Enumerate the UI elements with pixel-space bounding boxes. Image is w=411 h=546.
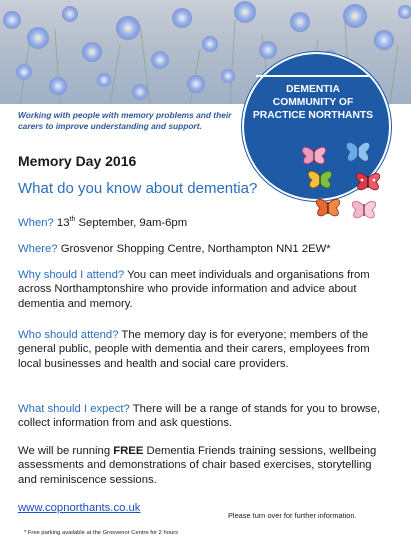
why-label: Why should I attend? <box>18 269 125 281</box>
running-after: Dementia Friends training sessions, wellbeing assessments and demonstrations of chair based exercises, storytelling and reminiscence sessions. <box>18 445 377 486</box>
running-free: FREE <box>113 445 144 457</box>
butterflies-illustration <box>298 138 392 226</box>
when-day: 13 <box>53 217 70 229</box>
when-label: When? <box>18 217 54 229</box>
butterfly-blue-icon <box>346 142 369 161</box>
expect-label: What should I expect? <box>18 403 130 415</box>
headline-question: What do you know about dementia? <box>18 180 258 197</box>
parking-footnote: * Free parking available at the Grosvenor Centre for 2 hours <box>24 530 179 536</box>
organisation-name-line1: DEMENTIA <box>286 84 340 95</box>
when-suffix: th <box>69 216 76 224</box>
badge-divider <box>256 75 370 77</box>
who-value: The memory day is for everyone; members of the general public, people with dementia and their carers, employees from local businesses and health and social care providers. <box>18 329 370 370</box>
expect-value: There will be a range of stands for you to browse, collect information from and ask questions. <box>18 403 381 430</box>
butterfly-red-icon <box>356 173 379 190</box>
expect-paragraph <box>18 402 388 431</box>
when-rest: September, 9am-6pm <box>75 217 188 229</box>
running-paragraph <box>18 444 388 487</box>
where-value: Grosvenor Shopping Centre, Northampton NN1 2EW* <box>57 243 331 255</box>
organisation-name-line3: PRACTICE NORTHANTS <box>252 110 374 122</box>
why-value: You can meet individuals and organisations from across Northamptonshire who provide information and advice about dementia and memory. <box>18 269 370 310</box>
butterfly-orange-icon <box>316 199 339 216</box>
running-before: We will be running <box>18 445 114 457</box>
organisation-name <box>250 83 376 123</box>
who-paragraph <box>18 328 388 371</box>
who-label: Who should attend? <box>18 329 119 341</box>
turn-over-note: Please turn over for further information. <box>228 511 357 520</box>
butterfly-multicolour-icon <box>308 171 331 188</box>
event-title: Memory Day 2016 <box>18 153 137 169</box>
butterfly-pink-icon <box>302 147 325 164</box>
where-paragraph <box>18 242 388 256</box>
why-paragraph <box>18 268 388 311</box>
tagline: Working with people with memory problems and their carers to improve understanding and support. <box>18 110 232 131</box>
website-link[interactable]: www.copnorthants.co.uk <box>18 502 141 514</box>
where-label: Where? <box>18 243 58 255</box>
when-paragraph <box>18 216 388 230</box>
organisation-name-line2: COMMUNITY OF <box>272 97 354 109</box>
